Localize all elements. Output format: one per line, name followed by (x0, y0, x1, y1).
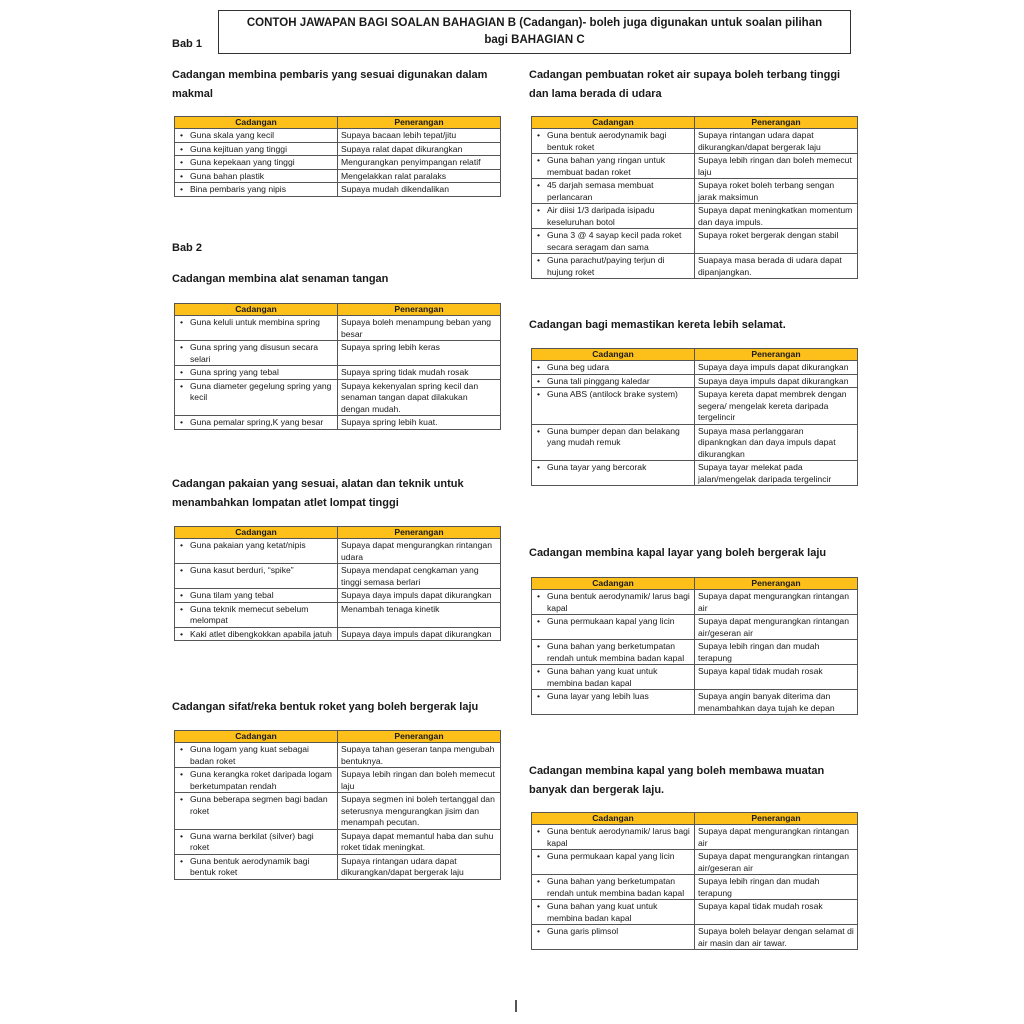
penerangan-cell: Supaya dapat meningkatkan momentum dan daya impuls. (695, 204, 858, 229)
penerangan-cell: Supaya bacaan lebih tepat/jitu (338, 129, 501, 143)
penerangan-cell: Supaya daya impuls dapat dikurangkan (695, 374, 858, 388)
cadangan-text: • Guna layar yang lebih luas (547, 691, 649, 701)
table-row (532, 615, 858, 640)
cadangan-text: • Guna garis plimsol (547, 926, 619, 936)
cadangan-cell (175, 743, 338, 768)
cadangan-cell (175, 316, 338, 341)
suggestion-table (531, 577, 858, 715)
cadangan-text: • 45 darjah semasa membuat perlancaran (547, 180, 654, 202)
cadangan-text: • Kaki atlet dibengkokkan apabila jatuh (190, 628, 332, 639)
table-header-row (532, 813, 858, 825)
cadangan-text: • Guna pakaian yang ketat/nipis (190, 540, 306, 550)
cadangan-text: • Guna bentuk aerodynamik bagi bentuk roket (190, 855, 310, 877)
suggestion-table (174, 526, 501, 641)
table-row (532, 925, 858, 950)
header-penerangan: Penerangan (338, 304, 501, 316)
penerangan-cell: Supaya mudah dikendalikan (338, 183, 501, 197)
table-row (532, 374, 858, 388)
header-cadangan: Cadangan (175, 731, 338, 743)
cadangan-cell (532, 229, 695, 254)
cadangan-text: • Guna permukaan kapal yang licin (547, 616, 675, 626)
penerangan-cell: Supaya boleh menampung beban yang besar (338, 316, 501, 341)
table-row (532, 424, 858, 461)
cadangan-text: • Guna tali pinggang kaledar (547, 375, 650, 386)
table-row (175, 627, 501, 641)
cadangan-text: • Guna bentuk aerodynamik bagi bentuk roket (547, 130, 667, 152)
table-header-row (175, 304, 501, 316)
penerangan-cell: Supaya kereta dapat membrek dengan segera/ mengelak kereta daripada tergelincir (695, 388, 858, 425)
cadangan-cell (532, 590, 695, 615)
cadangan-cell (532, 179, 695, 204)
cadangan-text: • Guna bahan yang kuat untuk membina badan kapal (547, 666, 658, 688)
penerangan-cell: Supaya angin banyak diterima dan menambahkan daya tujah ke depan (695, 690, 858, 715)
table-row (532, 254, 858, 279)
cadangan-cell (532, 665, 695, 690)
table-row (532, 875, 858, 900)
cadangan-text: • Guna bahan yang berketumpatan rendah untuk membina badan kapal (547, 641, 685, 663)
cadangan-cell (532, 204, 695, 229)
cadangan-text: • Guna ABS (antilock brake system) (547, 389, 678, 399)
cadangan-text: • Guna parachut/paying terjun di hujung roket (547, 255, 665, 277)
section-heading: Cadangan membina alat senaman tangan (172, 273, 389, 285)
cadangan-text: • Guna pemalar spring,K yang besar (190, 417, 324, 427)
penerangan-cell: Supaya tayar melekat pada jalan/mengelak daripada tergelincir (695, 461, 858, 486)
cadangan-text: • Guna skala yang kecil (190, 130, 275, 140)
header-cadangan: Cadangan (175, 117, 338, 129)
cadangan-text: • Guna bumper depan dan belakang yang mudah remuk (547, 425, 680, 447)
penerangan-cell: Supaya dapat mengurangkan rintangan air (695, 590, 858, 615)
penerangan-cell: Supaya lebih ringan dan boleh memecut laju (338, 768, 501, 793)
penerangan-cell: Supaya dapat mengurangkan rintangan air/geseran air (695, 615, 858, 640)
document-title-line2: bagi BAHAGIAN C (484, 34, 585, 46)
cadangan-cell (532, 361, 695, 375)
cadangan-text: • Guna bahan yang berketumpatan rendah untuk membina badan kapal (547, 876, 685, 898)
bab-2-label: Bab 2 (172, 242, 202, 254)
table-row (175, 183, 501, 197)
table-row (175, 539, 501, 564)
table-row (532, 204, 858, 229)
table-row (175, 793, 501, 830)
penerangan-cell: Supaya lebih ringan dan mudah terapung (695, 875, 858, 900)
cadangan-text: • Guna kasut berduri, “spike” (190, 565, 294, 575)
cadangan-text: • Guna beberapa segmen bagi badan roket (190, 794, 328, 816)
penerangan-cell: Supaya dapat mengurangkan rintangan air/geseran air (695, 850, 858, 875)
table-row (175, 854, 501, 879)
cadangan-text: • Guna logam yang kuat sebagai badan roket (190, 744, 309, 766)
cadangan-cell (175, 366, 338, 380)
penerangan-cell: Supaya lebih ringan dan boleh memecut laju (695, 154, 858, 179)
cadangan-cell (532, 154, 695, 179)
penerangan-cell: Supaya daya impuls dapat dikurangkan (338, 627, 501, 641)
table-row (532, 129, 858, 154)
table-row (532, 229, 858, 254)
header-cadangan: Cadangan (532, 578, 695, 590)
table-row (175, 768, 501, 793)
cadangan-text: • Guna warna berkilat (silver) bagi roket (190, 830, 314, 852)
cadangan-text: • Guna bahan plastik (190, 170, 265, 181)
cadangan-cell (532, 925, 695, 950)
penerangan-cell: Mengurangkan penyimpangan relatif (338, 156, 501, 170)
cadangan-cell (175, 829, 338, 854)
penerangan-cell: Supaya kekenyalan spring kecil dan senaman tangan dapat dilakukan dengan mudah. (338, 379, 501, 416)
table-row (532, 179, 858, 204)
cadangan-cell (175, 539, 338, 564)
cadangan-cell (532, 461, 695, 486)
table-row (532, 900, 858, 925)
header-penerangan: Penerangan (338, 117, 501, 129)
cadangan-text: • Guna bahan yang ringan untuk membuat badan roket (547, 155, 666, 177)
section-heading: Cadangan membina kapal layar yang boleh bergerak laju (529, 547, 827, 559)
cadangan-cell (532, 690, 695, 715)
table-row (175, 129, 501, 143)
cadangan-cell (532, 900, 695, 925)
header-penerangan: Penerangan (338, 527, 501, 539)
cadangan-text: • Air diisi 1/3 daripada isipadu keseluruhan botol (547, 205, 655, 227)
section-heading: Cadangan membina kapal yang boleh membawa muatan banyak dan bergerak laju. (529, 765, 825, 796)
bab-1-label: Bab 1 (172, 38, 202, 50)
table-row (532, 154, 858, 179)
penerangan-cell: Supaya dapat memantul haba dan suhu roket tidak meningkat. (338, 829, 501, 854)
penerangan-cell: Supaya tahan geseran tanpa mengubah bentuknya. (338, 743, 501, 768)
cadangan-text: • Guna tayar yang bercorak (547, 462, 647, 472)
section-heading: Cadangan bagi memastikan kereta lebih selamat. (529, 319, 786, 331)
penerangan-cell: Supaya kapal tidak mudah rosak (695, 665, 858, 690)
table-row (532, 850, 858, 875)
suggestion-table (174, 730, 501, 880)
cadangan-text: • Guna diameter gegelung spring yang kecil (190, 380, 332, 402)
section-heading: Cadangan membina pembaris yang sesuai digunakan dalam makmal (172, 69, 488, 100)
suggestion-table (531, 812, 858, 950)
penerangan-cell: Supaya segmen ini boleh tertanggal dan seterusnya mengurangkan jisim dan menampah pecutan. (338, 793, 501, 830)
cadangan-text: • Guna spring yang tebal (190, 367, 279, 377)
table-row (175, 416, 501, 430)
table-row (175, 341, 501, 366)
table-header-row (532, 349, 858, 361)
cadangan-cell (175, 602, 338, 627)
cadangan-cell (532, 825, 695, 850)
cadangan-text: • Guna kejituan yang tinggi (190, 143, 287, 154)
cadangan-cell (175, 341, 338, 366)
cadangan-cell (175, 183, 338, 197)
cadangan-cell (175, 156, 338, 170)
penerangan-cell: Supaya lebih ringan dan mudah terapung (695, 640, 858, 665)
suggestion-table (174, 303, 501, 430)
header-cadangan: Cadangan (532, 349, 695, 361)
table-row (532, 461, 858, 486)
penerangan-cell: Supaya daya impuls dapat dikurangkan (338, 589, 501, 603)
table-row (175, 829, 501, 854)
cadangan-cell (532, 374, 695, 388)
penerangan-cell: Supaya spring tidak mudah rosak (338, 366, 501, 380)
cadangan-cell (532, 615, 695, 640)
header-cadangan: Cadangan (175, 527, 338, 539)
cadangan-cell (175, 379, 338, 416)
table-row (175, 564, 501, 589)
cadangan-text: • Guna kerangka roket daripada logam berketumpatan rendah (190, 769, 332, 791)
page-marker (515, 1000, 517, 1012)
cadangan-cell (532, 388, 695, 425)
table-row (175, 142, 501, 156)
cadangan-cell (175, 564, 338, 589)
table-header-row (532, 578, 858, 590)
table-row (532, 388, 858, 425)
cadangan-text: • Guna permukaan kapal yang licin (547, 851, 675, 861)
header-penerangan: Penerangan (695, 349, 858, 361)
table-header-row (175, 731, 501, 743)
header-penerangan: Penerangan (695, 578, 858, 590)
penerangan-cell: Supaya boleh belayar dengan selamat di air masin dan air tawar. (695, 925, 858, 950)
cadangan-text: • Guna keluli untuk membina spring (190, 317, 320, 327)
cadangan-cell (175, 129, 338, 143)
cadangan-text: • Guna 3 @ 4 sayap kecil pada roket secara seragam dan sama (547, 230, 682, 252)
table-row (175, 602, 501, 627)
penerangan-cell: Supaya masa perlanggaran dipankngkan dan daya impuls dapat dikurangkan (695, 424, 858, 461)
cadangan-text: • Guna tilam yang tebal (190, 590, 274, 600)
suggestion-table (531, 116, 858, 279)
header-penerangan: Penerangan (338, 731, 501, 743)
cadangan-cell (175, 768, 338, 793)
suggestion-table (174, 116, 501, 197)
cadangan-cell (532, 875, 695, 900)
penerangan-cell: Supaya dapat mengurangkan rintangan udara (338, 539, 501, 564)
penerangan-cell: Supaya kapal tidak mudah rosak (695, 900, 858, 925)
cadangan-text: • Guna bahan yang kuat untuk membina badan kapal (547, 901, 658, 923)
table-row (175, 589, 501, 603)
header-penerangan: Penerangan (695, 117, 858, 129)
cadangan-cell (175, 589, 338, 603)
header-cadangan: Cadangan (532, 117, 695, 129)
suggestion-table (531, 348, 858, 486)
table-row (532, 590, 858, 615)
cadangan-text: • Guna spring yang disusun secara selari (190, 342, 319, 364)
cadangan-cell (175, 627, 338, 641)
cadangan-text: • Guna teknik memecut sebelum melompat (190, 603, 309, 625)
cadangan-text: • Guna kepekaan yang tinggi (190, 157, 295, 167)
cadangan-cell (532, 424, 695, 461)
table-row (175, 316, 501, 341)
cadangan-cell (175, 142, 338, 156)
penerangan-cell: Supaya spring lebih keras (338, 341, 501, 366)
cadangan-cell (532, 850, 695, 875)
header-cadangan: Cadangan (175, 304, 338, 316)
section-heading: Cadangan pembuatan roket air supaya boleh terbang tinggi dan lama berada di udara (529, 69, 841, 100)
table-row (175, 169, 501, 183)
table-row (532, 361, 858, 375)
cadangan-text: • Bina pembaris yang nipis (190, 184, 287, 194)
cadangan-cell (532, 254, 695, 279)
penerangan-cell: Mengelakkan ralat paralaks (338, 169, 501, 183)
table-header-row (532, 117, 858, 129)
cadangan-text: • Guna bentuk aerodynamik/ larus bagi kapal (547, 591, 690, 613)
penerangan-cell: Supaya roket boleh terbang sengan jarak maksimun (695, 179, 858, 204)
header-cadangan: Cadangan (532, 813, 695, 825)
table-row (532, 825, 858, 850)
cadangan-text: • Guna bentuk aerodynamik/ larus bagi kapal (547, 826, 690, 848)
penerangan-cell: Supaya ralat dapat dikurangkan (338, 142, 501, 156)
penerangan-cell: Supaya dapat mengurangkan rintangan air (695, 825, 858, 850)
section-heading: Cadangan sifat/reka bentuk roket yang boleh bergerak laju (172, 701, 479, 713)
penerangan-cell: Supaya rintangan udara dapat dikurangkan/dapat bergerak laju (338, 854, 501, 879)
document-title-box (218, 10, 851, 54)
cadangan-cell (532, 129, 695, 154)
cadangan-cell (532, 640, 695, 665)
table-row (175, 156, 501, 170)
table-header-row (175, 117, 501, 129)
header-penerangan: Penerangan (695, 813, 858, 825)
cadangan-cell (175, 854, 338, 879)
table-row (175, 743, 501, 768)
document-title-line1: CONTOH JAWAPAN BAGI SOALAN BAHAGIAN B (Cadangan)- boleh juga digunakan untuk soalan pilihan (246, 17, 823, 29)
penerangan-cell: Supaya daya impuls dapat dikurangkan (695, 361, 858, 375)
cadangan-cell (175, 169, 338, 183)
penerangan-cell: Supaya rintangan udara dapat dikurangkan/dapat bergerak laju (695, 129, 858, 154)
table-row (532, 690, 858, 715)
table-row (532, 640, 858, 665)
penerangan-cell: Menambah tenaga kinetik (338, 602, 501, 627)
table-row (175, 366, 501, 380)
section-heading: Cadangan pakaian yang sesuai, alatan dan teknik untuk menambahkan lompatan atlet lompat tinggi (172, 478, 464, 509)
penerangan-cell: Supaya mendapat cengkaman yang tinggi semasa berlari (338, 564, 501, 589)
cadangan-cell (175, 793, 338, 830)
cadangan-text: • Guna beg udara (547, 362, 610, 372)
penerangan-cell: Supaya spring lebih kuat. (338, 416, 501, 430)
penerangan-cell: Supaya roket bergerak dengan stabil (695, 229, 858, 254)
table-row (175, 379, 501, 416)
table-header-row (175, 527, 501, 539)
cadangan-cell (175, 416, 338, 430)
penerangan-cell: Suapaya masa berada di udara dapat dipanjangkan. (695, 254, 858, 279)
table-row (532, 665, 858, 690)
